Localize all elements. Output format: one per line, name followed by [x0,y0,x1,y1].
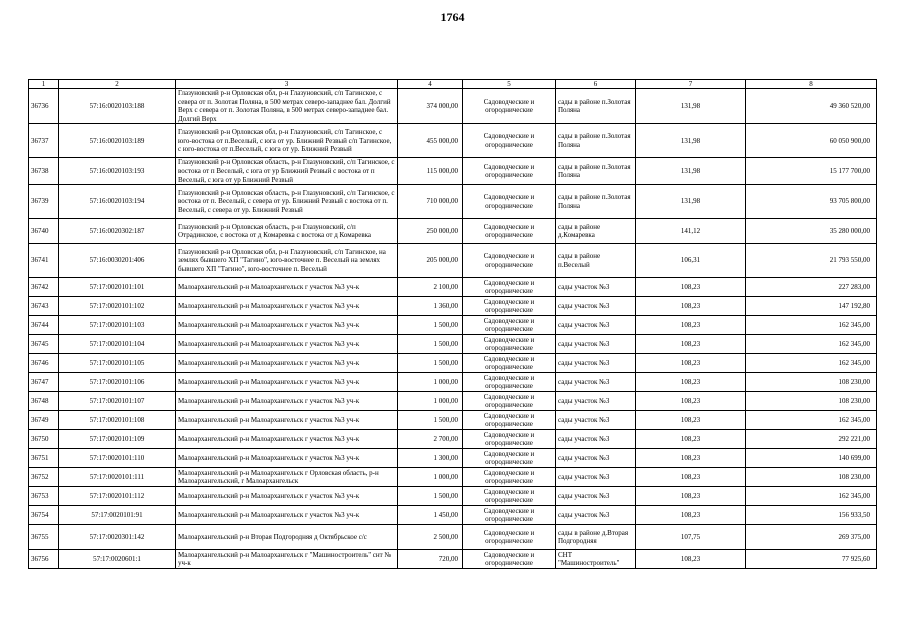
cadastral-value-cell: 162 345,00 [746,335,877,354]
rate-cell: 108,23 [636,550,746,569]
location-cell: сады в районе п.Золотая Поляна [556,185,636,219]
rate-cell: 108,23 [636,316,746,335]
address-cell: Глазуновский р-н Орловская область, р-н Глазуновский, с/п Отрадинское, с востока от д Комаревка с востока от д Комаревка [176,219,398,244]
location-cell: сады участок №3 [556,335,636,354]
location-cell: сады в районе п.Золотая Поляна [556,124,636,158]
land-use-cell: Садоводческие и огороднические [463,89,556,124]
table-row [29,411,877,430]
cadastral-value-cell: 77 925,60 [746,550,877,569]
column-number-header [29,80,877,89]
table-row [29,449,877,468]
cadastral-number-cell: 57:16:0020103:194 [59,185,176,219]
cadastral-number-cell: 57:17:0020101:106 [59,373,176,392]
cadastral-value-cell: 227 283,00 [746,278,877,297]
row-number-cell: 36743 [29,297,59,316]
rate-cell: 108,23 [636,297,746,316]
area-cell: 2 500,00 [398,525,463,550]
location-cell: сады в районе д.Вторая Подгородняя [556,525,636,550]
row-number-cell: 36736 [29,89,59,124]
cadastral-value-cell: 162 345,00 [746,316,877,335]
address-cell: Малоархангельский р-н Малоархангельск г участок №3 уч-к [176,354,398,373]
table-row [29,297,877,316]
cadastral-number-cell: 57:17:0020101:104 [59,335,176,354]
row-number-cell: 36748 [29,392,59,411]
column-header: 1 [29,80,59,89]
land-use-cell: Садоводческие и огороднические [463,449,556,468]
area-cell: 250 000,00 [398,219,463,244]
address-cell: Глазуновский р-н Орловская область, р-н Глазуновский, с/п Тагинское, с востока от п. Веселый, с севера от ур. Ближний Резвый с востока от п. Веселый, с севера от ур. Ближний Резвый [176,185,398,219]
cadastral-value-cell: 140 699,00 [746,449,877,468]
table-row [29,373,877,392]
cadastral-number-cell: 57:17:0020101:101 [59,278,176,297]
table-row [29,124,877,158]
location-cell: сады в районе п.Веселый [556,244,636,278]
row-number-cell: 36745 [29,335,59,354]
rate-cell: 141,12 [636,219,746,244]
row-number-cell: 36755 [29,525,59,550]
area-cell: 1 000,00 [398,392,463,411]
table-row [29,335,877,354]
location-cell: сады участок №3 [556,506,636,525]
address-cell: Малоархангельский р-н Малоархангельск г участок №3 уч-к [176,297,398,316]
row-number-cell: 36746 [29,354,59,373]
cadastral-value-cell: 15 177 700,00 [746,158,877,185]
row-number-cell: 36744 [29,316,59,335]
cadastral-value-cell: 108 230,00 [746,373,877,392]
cadastral-value-cell: 93 705 800,00 [746,185,877,219]
land-use-cell: Садоводческие и огороднические [463,219,556,244]
area-cell: 1 500,00 [398,316,463,335]
land-use-cell: Садоводческие и огороднические [463,468,556,487]
location-cell: сады в районе п.Золотая Поляна [556,158,636,185]
rate-cell: 131,98 [636,124,746,158]
land-use-cell: Садоводческие и огороднические [463,430,556,449]
area-cell: 1 000,00 [398,468,463,487]
column-header: 5 [463,80,556,89]
location-cell: сады участок №3 [556,430,636,449]
cadastral-value-cell: 162 345,00 [746,411,877,430]
rate-cell: 108,23 [636,335,746,354]
table-row [29,244,877,278]
row-number-cell: 36739 [29,185,59,219]
rate-cell: 108,23 [636,506,746,525]
area-cell: 1 500,00 [398,411,463,430]
cadastral-number-cell: 57:17:0020101:109 [59,430,176,449]
rate-cell: 108,23 [636,354,746,373]
land-use-cell: Садоводческие и огороднические [463,392,556,411]
table-row [29,219,877,244]
area-cell: 374 000,00 [398,89,463,124]
rate-cell: 108,23 [636,468,746,487]
area-cell: 1 500,00 [398,354,463,373]
cadastral-number-cell: 57:16:0020103:189 [59,124,176,158]
cadastral-value-cell: 156 933,50 [746,506,877,525]
address-cell: Малоархангельский р-н Малоархангельск г "Машиностроитель" снт № уч-к [176,550,398,569]
land-use-cell: Садоводческие и огороднические [463,158,556,185]
cadastral-value-cell: 147 192,80 [746,297,877,316]
location-cell: сады участок №3 [556,297,636,316]
address-cell: Малоархангельский р-н Малоархангельск г участок №3 уч-к [176,411,398,430]
land-use-cell: Садоводческие и огороднические [463,316,556,335]
area-cell: 720,00 [398,550,463,569]
location-cell: СНТ "Машиностроитель" [556,550,636,569]
row-number-cell: 36749 [29,411,59,430]
row-number-cell: 36737 [29,124,59,158]
row-number-cell: 36750 [29,430,59,449]
column-header: 2 [59,80,176,89]
land-use-cell: Садоводческие и огороднические [463,373,556,392]
land-use-cell: Садоводческие и огороднические [463,550,556,569]
area-cell: 205 000,00 [398,244,463,278]
table-row [29,430,877,449]
rate-cell: 108,23 [636,373,746,392]
cadastral-value-cell: 108 230,00 [746,468,877,487]
area-cell: 710 000,00 [398,185,463,219]
location-cell: сады участок №3 [556,392,636,411]
table-row [29,185,877,219]
cadastral-value-cell: 269 375,00 [746,525,877,550]
rate-cell: 108,23 [636,430,746,449]
location-cell: сады участок №3 [556,449,636,468]
rate-cell: 108,23 [636,487,746,506]
table-row [29,354,877,373]
cadastral-value-cell: 108 230,00 [746,392,877,411]
cadastral-number-cell: 57:17:0020101:112 [59,487,176,506]
area-cell: 1 500,00 [398,487,463,506]
cadastral-value-cell: 292 221,00 [746,430,877,449]
location-cell: сады участок №3 [556,373,636,392]
location-cell: сады участок №3 [556,411,636,430]
location-cell: сады в районе п.Золотая Поляна [556,89,636,124]
cadastral-value-cell: 49 360 520,00 [746,89,877,124]
location-cell: сады участок №3 [556,468,636,487]
location-cell: сады участок №3 [556,316,636,335]
address-cell: Малоархангельский р-н Вторая Подгородняя д Октябрьское с/с [176,525,398,550]
table-row [29,506,877,525]
rate-cell: 131,98 [636,158,746,185]
address-cell: Глазуновский р-н Орловская обл, р-н Глазуновский, с/п Тагинское, с севера от п. Золотая Поляна, в 500 метрах северо-западнее бал. Долгий Верх с севера от п. Золотая Поляна, в 500 метрах северо-западнее бал. Долгий Верх [176,89,398,124]
land-use-cell: Садоводческие и огороднические [463,244,556,278]
table-row [29,550,877,569]
cadastral-value-cell: 21 793 550,00 [746,244,877,278]
cadastral-number-cell: 57:17:0020101:103 [59,316,176,335]
area-cell: 115 000,00 [398,158,463,185]
location-cell: сады участок №3 [556,487,636,506]
area-cell: 1 450,00 [398,506,463,525]
area-cell: 1 360,00 [398,297,463,316]
land-use-cell: Садоводческие и огороднические [463,185,556,219]
table-row [29,316,877,335]
row-number-cell: 36752 [29,468,59,487]
address-cell: Малоархангельский р-н Малоархангельск г Орловская область, р-н Малоархангельский, г Малоархангельск [176,468,398,487]
page-number: 1764 [440,10,465,24]
column-header: 6 [556,80,636,89]
address-cell: Малоархангельский р-н Малоархангельск г участок №3 уч-к [176,278,398,297]
cadastral-number-cell: 57:17:0020301:142 [59,525,176,550]
area-cell: 1 000,00 [398,373,463,392]
column-header: 7 [636,80,746,89]
land-use-cell: Садоводческие и огороднические [463,278,556,297]
address-cell: Малоархангельский р-н Малоархангельск г участок №3 уч-к [176,506,398,525]
rate-cell: 107,75 [636,525,746,550]
cadastral-number-cell: 57:16:0030201:406 [59,244,176,278]
table-row [29,89,877,124]
cadastral-number-cell: 57:16:0020103:188 [59,89,176,124]
cadastral-value-cell: 35 280 000,00 [746,219,877,244]
rate-cell: 108,23 [636,278,746,297]
table-row [29,487,877,506]
table-body [29,80,877,569]
column-header: 3 [176,80,398,89]
rate-cell: 108,23 [636,392,746,411]
land-use-cell: Садоводческие и огороднические [463,335,556,354]
area-cell: 2 700,00 [398,430,463,449]
cadastral-number-cell: 57:17:0020101:91 [59,506,176,525]
address-cell: Малоархангельский р-н Малоархангельск г участок №3 уч-к [176,487,398,506]
cadastral-number-cell: 57:17:0020101:105 [59,354,176,373]
row-number-cell: 36751 [29,449,59,468]
location-cell: сады участок №3 [556,278,636,297]
table-row [29,278,877,297]
row-number-cell: 36756 [29,550,59,569]
cadastral-value-cell: 162 345,00 [746,487,877,506]
table-row [29,158,877,185]
row-number-cell: 36740 [29,219,59,244]
land-use-cell: Садоводческие и огороднические [463,411,556,430]
area-cell: 1 500,00 [398,335,463,354]
row-number-cell: 36754 [29,506,59,525]
land-use-cell: Садоводческие и огороднические [463,124,556,158]
area-cell: 2 100,00 [398,278,463,297]
cadastral-number-cell: 57:17:0020101:110 [59,449,176,468]
location-cell: сады участок №3 [556,354,636,373]
address-cell: Глазуновский р-н Орловская обл, р-н Глазуновский, с/п Тагинское, с юго-востока от п.Веселый, с юга от ур. Ближний Резвый с/п Тагинское, с юго-востока от п.Веселый, с юга от ур. Ближний Резвый [176,124,398,158]
cadastral-number-cell: 57:17:0020101:111 [59,468,176,487]
address-cell: Малоархангельский р-н Малоархангельск г участок №3 уч-к [176,316,398,335]
location-cell: сады в районе д.Комаревка [556,219,636,244]
address-cell: Малоархангельский р-н Малоархангельск г участок №3 уч-к [176,373,398,392]
land-use-cell: Садоводческие и огороднические [463,354,556,373]
column-header: 8 [746,80,877,89]
cadastral-number-cell: 57:17:0020101:107 [59,392,176,411]
rate-cell: 108,23 [636,411,746,430]
rate-cell: 131,98 [636,89,746,124]
rate-cell: 131,98 [636,185,746,219]
rate-cell: 108,23 [636,449,746,468]
table-row [29,468,877,487]
address-cell: Малоархангельский р-н Малоархангельск г участок №3 уч-к [176,449,398,468]
cadastral-number-cell: 57:16:0020302:187 [59,219,176,244]
land-use-cell: Садоводческие и огороднические [463,506,556,525]
cadastral-value-cell: 162 345,00 [746,354,877,373]
area-cell: 455 000,00 [398,124,463,158]
row-number-cell: 36738 [29,158,59,185]
cadastral-table [28,79,877,569]
row-number-cell: 36747 [29,373,59,392]
land-use-cell: Садоводческие и огороднические [463,525,556,550]
cadastral-table-container [28,79,877,569]
address-cell: Глазуновский р-н Орловская обл, р-н Глазуновский, с/п Тагинское, на землях бывшего ХП "Тагино", юго-восточнее п. Веселый на землях бывшего ХП "Тагино", юго-восточнее п. Веселый [176,244,398,278]
address-cell: Малоархангельский р-н Малоархангельск г участок №3 уч-к [176,430,398,449]
cadastral-number-cell: 57:17:0020101:108 [59,411,176,430]
rate-cell: 106,31 [636,244,746,278]
address-cell: Малоархангельский р-н Малоархангельск г участок №3 уч-к [176,335,398,354]
cadastral-number-cell: 57:16:0020103:193 [59,158,176,185]
cadastral-number-cell: 57:17:0020601:1 [59,550,176,569]
row-number-cell: 36742 [29,278,59,297]
address-cell: Малоархангельский р-н Малоархангельск г участок №3 уч-к [176,392,398,411]
table-row [29,525,877,550]
land-use-cell: Садоводческие и огороднические [463,297,556,316]
land-use-cell: Садоводческие и огороднические [463,487,556,506]
area-cell: 1 300,00 [398,449,463,468]
address-cell: Глазуновский р-н Орловская область, р-н Глазуновский, с/п Тагинское, с востока от п Веселый, с юга от ур Ближний Резвый с востока от п Веселый, с юга от ур Ближний Резвый [176,158,398,185]
row-number-cell: 36741 [29,244,59,278]
cadastral-number-cell: 57:17:0020101:102 [59,297,176,316]
column-header: 4 [398,80,463,89]
cadastral-value-cell: 60 050 900,00 [746,124,877,158]
table-row [29,392,877,411]
row-number-cell: 36753 [29,487,59,506]
